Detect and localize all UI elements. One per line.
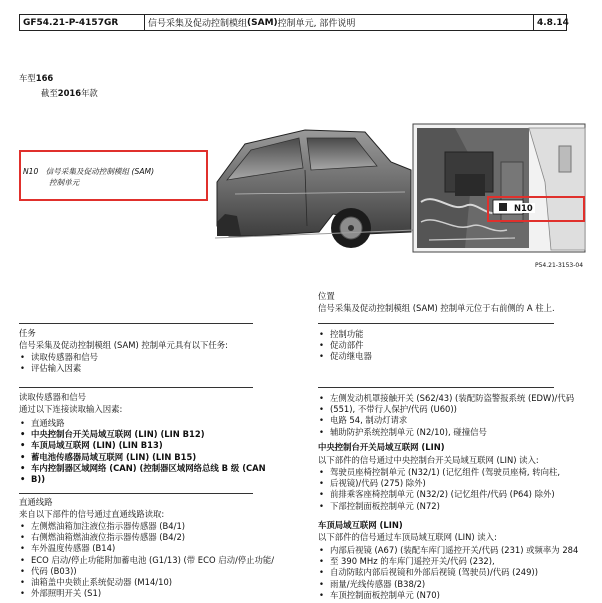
component-location-figure bbox=[215, 122, 587, 256]
list-item: • 驾驶员座椅控制单元 (N32/1) (记忆组件 (驾驶员座椅, 转向柱, bbox=[318, 467, 560, 478]
divider bbox=[318, 323, 554, 324]
task-list bbox=[19, 352, 98, 374]
list-item: • 下部控制面板控制单元 (N72) bbox=[318, 501, 560, 512]
list-item: • 车外温度传感器 (B14) bbox=[19, 543, 274, 554]
list-item-continuation: • 代码 (B03)) bbox=[19, 566, 274, 577]
inset-highlight-box bbox=[487, 196, 585, 222]
read-heading: 读取传感器和信号 bbox=[19, 392, 86, 402]
document-title: 信号采集及促动控制模组 (SAM) 控制单元, 部件说明 bbox=[145, 15, 534, 30]
list-item: • 雨量/光线传感器 (B38/2) bbox=[318, 579, 578, 590]
divider bbox=[19, 323, 253, 324]
list-item: • 电路 54, 制动灯请求 bbox=[318, 415, 574, 426]
list-item: • 前排乘客座椅控制单元 (N32/2) (记忆组件/代码 (P64) 除外) bbox=[318, 489, 560, 500]
direct-list bbox=[19, 521, 274, 599]
divider bbox=[318, 387, 554, 388]
direct-heading: 直通线路 bbox=[19, 497, 53, 507]
vehicle-until: 截至2016年款 bbox=[41, 88, 98, 98]
list-item: • 车顶控制面板控制单元 (N70) bbox=[318, 590, 578, 601]
list-item: • 评估输入因素 bbox=[19, 363, 98, 374]
document-id: GF54.21-P-4157GR bbox=[20, 15, 145, 30]
vehicle-illustration bbox=[215, 122, 587, 256]
read-list bbox=[19, 418, 266, 485]
list-item-continuation: • 自动防眩内部后视镜和外部后视镜 (驾驶员)/代码 (249)) bbox=[318, 567, 578, 578]
function-list bbox=[318, 329, 372, 363]
list-item: • 左侧燃油箱加注液位指示器传感器 (B4/1) bbox=[19, 521, 274, 532]
list-item: • 内部后视镜 (A67) (装配车库门遥控开关/代码 (231) 或频率为 284 bbox=[318, 545, 578, 556]
lin-center-intro: 以下部件的信号通过中央控制台开关局域互联网 (LIN) 读入: bbox=[318, 455, 539, 465]
list-item: • 控制功能 bbox=[318, 329, 372, 340]
direct-signal-list bbox=[318, 393, 574, 438]
list-item: • 车顶局域互联网 (LIN) (LIN B13) bbox=[19, 440, 266, 451]
list-item: • 左侧发动机罩接触开关 (S62/43) (装配防盗警报系统 (EDW)/代码 bbox=[318, 393, 574, 404]
callout-text: N10 信号采集及促动控制模组 (SAM) 控制单元 bbox=[23, 167, 155, 187]
divider bbox=[19, 493, 253, 494]
list-item: • 车内控制器区域网络 (CAN) (控制器区域网络总线 B 级 (CAN bbox=[19, 463, 266, 474]
lin-center-heading: 中央控制台开关局域互联网 (LIN) bbox=[318, 442, 445, 452]
lin-roof-list bbox=[318, 545, 578, 601]
lin-center-list bbox=[318, 467, 560, 512]
list-item: • ECO 启动/停止功能附加蓄电池 (G1/13) (带 ECO 启动/停止功能/ bbox=[19, 555, 274, 566]
section-number: 4.8.14 bbox=[537, 17, 569, 28]
list-item-continuation: • (551), 不带行人保护/代码 (U60)) bbox=[318, 404, 574, 415]
position-heading: 位置 bbox=[318, 291, 335, 301]
lin-roof-heading: 车顶局域互联网 (LIN) bbox=[318, 520, 403, 530]
list-item: • 促动部件 bbox=[318, 340, 372, 351]
list-item: • 蓄电池传感器局域互联网 (LIN) (LIN B15) bbox=[19, 452, 266, 463]
read-intro: 通过以下连接读取输入因素: bbox=[19, 404, 123, 414]
task-intro: 信号采集及促动控制模组 (SAM) 控制单元具有以下任务: bbox=[19, 340, 228, 350]
list-item-continuation: • 后视镜)/代码 (275) 除外) bbox=[318, 478, 560, 489]
position-text: 信号采集及促动控制模组 (SAM) 控制单元位于右前侧的 A 柱上. bbox=[318, 303, 555, 313]
list-item: • 外部照明开关 (S1) bbox=[19, 588, 274, 599]
inset-label: N10 bbox=[514, 203, 533, 213]
list-item: • 右侧燃油箱燃油液位指示器传感器 (B4/2) bbox=[19, 532, 274, 543]
list-item-continuation: • B)) bbox=[19, 474, 266, 485]
document-header bbox=[19, 14, 567, 31]
list-item: • 中央控制台开关局域互联网 (LIN) (LIN B12) bbox=[19, 429, 266, 440]
list-item: • 辅助防护系统控制单元 (N2/10), 碰撞信号 bbox=[318, 427, 574, 438]
list-item: • 直通线路 bbox=[19, 418, 266, 429]
task-heading: 任务 bbox=[19, 328, 36, 338]
list-item: • 促动继电器 bbox=[318, 351, 372, 362]
list-item: • 油箱盖中央锁止系统促动器 (M14/10) bbox=[19, 577, 274, 588]
list-item-continuation: • 至 390 MHz 的车库门遥控开关/代码 (232), bbox=[318, 556, 578, 567]
vehicle-model: 车型166 bbox=[19, 73, 54, 83]
direct-intro: 来自以下部件的信号通过直通线路读取: bbox=[19, 509, 165, 519]
figure-caption: P54.21-3153-04 bbox=[535, 262, 584, 269]
lin-roof-intro: 以下部件的信号通过车顶局域互联网 (LIN) 读入: bbox=[318, 532, 497, 542]
list-item: • 读取传感器和信号 bbox=[19, 352, 98, 363]
divider bbox=[19, 387, 253, 388]
